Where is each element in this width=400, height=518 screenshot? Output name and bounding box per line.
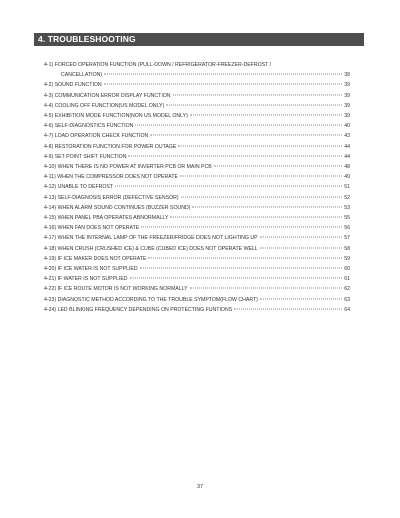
toc-leader-dots bbox=[192, 206, 342, 207]
toc-entry[interactable] bbox=[44, 295, 350, 305]
toc-entry-page: 51 bbox=[344, 184, 350, 191]
toc-entry[interactable] bbox=[44, 223, 350, 233]
toc-leader-dots bbox=[190, 115, 342, 116]
toc-leader-dots bbox=[181, 196, 343, 197]
toc-entry-title: EXHIBITION MODE FUNCTION(NON US MODEL ONLY) bbox=[54, 113, 188, 120]
toc-entry-number: 4-10) bbox=[44, 164, 57, 171]
toc-entry[interactable] bbox=[44, 60, 350, 80]
toc-entry[interactable] bbox=[44, 233, 350, 243]
toc-leader-dots bbox=[150, 135, 342, 136]
toc-entry[interactable] bbox=[44, 193, 350, 203]
toc-entry-number: 4-12) bbox=[44, 184, 57, 191]
toc-entry[interactable] bbox=[44, 305, 350, 315]
toc-entry-title: FORCED OPERATION FUNCTION (PULL-DOWN / REFRIGERATOR-FREEZER-DEFROST / bbox=[54, 62, 272, 68]
toc-entry-title: WHEN THE COMPRESSOR DOES NOT OPERATE bbox=[57, 174, 178, 181]
toc-leader-dots bbox=[140, 268, 343, 269]
toc-entry-page: 39 bbox=[344, 113, 350, 120]
toc-entry-page: 48 bbox=[344, 164, 350, 171]
toc-entry-number: 4-24) bbox=[44, 306, 57, 313]
toc-leader-dots bbox=[234, 308, 342, 309]
table-of-contents bbox=[44, 60, 350, 315]
toc-entry[interactable] bbox=[44, 121, 350, 131]
page-number: 37 bbox=[196, 484, 204, 490]
toc-entry[interactable] bbox=[44, 264, 350, 274]
toc-entry-line bbox=[44, 60, 350, 70]
toc-entry[interactable] bbox=[44, 182, 350, 192]
toc-entry-title: WHEN ALARM SOUND CONTINUES (BUZZER SOUND) bbox=[57, 204, 191, 211]
toc-entry-title: WHEN THERE IS NO POWER AT INVERTER PCB OR MAIN PCB bbox=[57, 164, 212, 171]
toc-entry-title: COOLING OFF FUNCTION(US MODEL ONLY) bbox=[54, 102, 165, 109]
toc-entry-title-continued: CANCELLATION) bbox=[61, 72, 103, 79]
toc-entry-title: IF ICE WATER IS NOT SUPPLIED bbox=[57, 266, 138, 273]
toc-entry-number: 4-9) bbox=[44, 153, 54, 160]
toc-entry-number: 4-16) bbox=[44, 225, 57, 232]
toc-entry-page: 61 bbox=[344, 276, 350, 283]
toc-entry-number: 4-20) bbox=[44, 266, 57, 273]
toc-entry[interactable] bbox=[44, 142, 350, 152]
toc-entry-number: 4-3) bbox=[44, 92, 54, 99]
toc-entry[interactable] bbox=[44, 172, 350, 182]
toc-leader-dots bbox=[214, 166, 343, 167]
toc-leader-dots bbox=[104, 74, 342, 75]
section-title: 4. TROUBLESHOOTING bbox=[34, 33, 364, 46]
toc-entry-page: 53 bbox=[344, 204, 350, 211]
toc-leader-dots bbox=[130, 278, 343, 279]
toc-entry-title: DIAGNOSTIC METHOD ACCORDING TO THE TROUBLE SYMPTOM(FLOW CHART) bbox=[57, 296, 258, 303]
toc-entry-page: 57 bbox=[344, 235, 350, 242]
toc-leader-dots bbox=[190, 288, 343, 289]
toc-entry-number: 4-22) bbox=[44, 286, 57, 293]
toc-entry-page: 49 bbox=[344, 174, 350, 181]
toc-entry-title: SELF-DIAGNOSIS ERROR (DEFECTIVE SENSOR) bbox=[57, 194, 179, 201]
toc-entry[interactable] bbox=[44, 111, 350, 121]
toc-entry[interactable] bbox=[44, 254, 350, 264]
toc-entry-title: UNABLE TO DEFROST bbox=[57, 184, 114, 191]
toc-entry-page: 39 bbox=[344, 102, 350, 109]
toc-entry-page: 56 bbox=[344, 225, 350, 232]
toc-entry[interactable] bbox=[44, 80, 350, 90]
toc-entry-number: 4-11) bbox=[44, 174, 56, 181]
toc-entry-page: 52 bbox=[344, 194, 350, 201]
toc-entry-title: RESTORATION FUNCTION FOR POWER OUTAGE bbox=[54, 143, 177, 150]
toc-leader-dots bbox=[173, 94, 343, 95]
toc-leader-dots bbox=[260, 298, 342, 299]
toc-entry-page: 43 bbox=[344, 133, 350, 140]
toc-leader-dots bbox=[128, 155, 342, 156]
toc-entry-number: 4-23) bbox=[44, 296, 57, 303]
toc-entry-title: LOAD OPERATION CHECK FUNCTION bbox=[54, 133, 149, 140]
toc-entry[interactable] bbox=[44, 284, 350, 294]
toc-entry-title: WHEN FAN DOES NOT OPERATE bbox=[57, 225, 140, 232]
toc-entry-page: 63 bbox=[344, 296, 350, 303]
toc-entry-page: 40 bbox=[344, 123, 350, 130]
toc-entry-title: WHEN CRUSH (CRUSHED ICE) & CUBE (CUBED ICE) DOES NOT OPERATE WELL bbox=[57, 245, 258, 252]
toc-entry-page: 58 bbox=[344, 245, 350, 252]
toc-entry[interactable] bbox=[44, 213, 350, 223]
toc-leader-dots bbox=[148, 257, 342, 258]
toc-leader-dots bbox=[166, 104, 342, 105]
toc-entry-page: 60 bbox=[344, 266, 350, 273]
toc-entry[interactable] bbox=[44, 91, 350, 101]
toc-entry-title: SELF-DIAGNOSTICS FUNCTION bbox=[54, 123, 134, 130]
toc-entry-page: 55 bbox=[344, 215, 350, 222]
toc-entry-title: LED BLINKING FREQUENCY DEPENDING ON PROTECTING FUNTIONS bbox=[57, 306, 233, 313]
toc-entry[interactable] bbox=[44, 152, 350, 162]
toc-entry-number: 4-1) bbox=[44, 62, 54, 68]
toc-entry-number: 4-17) bbox=[44, 235, 57, 242]
toc-entry-page: 39 bbox=[344, 82, 350, 89]
toc-entry-title: IF ICE MAKER DOES NOT OPERATE bbox=[57, 255, 147, 262]
toc-entry-number: 4-15) bbox=[44, 215, 57, 222]
toc-entry-number: 4-19) bbox=[44, 255, 57, 262]
toc-entry-number: 4-21) bbox=[44, 276, 57, 283]
toc-entry-page: 59 bbox=[344, 255, 350, 262]
toc-leader-dots bbox=[135, 125, 342, 126]
toc-entry[interactable] bbox=[44, 274, 350, 284]
toc-entry-page: 39 bbox=[344, 92, 350, 99]
toc-entry-number: 4-8) bbox=[44, 143, 54, 150]
toc-entry-page: 62 bbox=[344, 286, 350, 293]
toc-entry[interactable] bbox=[44, 244, 350, 254]
toc-entry-title: IF ICE ROUTE MOTOR IS NOT WORKING NORMALLY bbox=[57, 286, 188, 293]
toc-entry-number: 4-14) bbox=[44, 204, 57, 211]
toc-leader-dots bbox=[104, 84, 343, 85]
toc-entry[interactable] bbox=[44, 162, 350, 172]
toc-entry-title: IF WATER IS NOT SUPPLIED bbox=[57, 276, 128, 283]
toc-leader-dots bbox=[115, 186, 342, 187]
toc-entry-page: 44 bbox=[344, 153, 350, 160]
toc-leader-dots bbox=[178, 145, 342, 146]
toc-entry-number: 4-18) bbox=[44, 245, 57, 252]
toc-entry-title: SET POINT SHIFT FUNCTION bbox=[54, 153, 127, 160]
toc-entry-number: 4-6) bbox=[44, 123, 54, 130]
toc-entry-title: COMMUNICATION ERROR DISPLAY FUNCTION bbox=[54, 92, 171, 99]
toc-entry[interactable] bbox=[44, 131, 350, 141]
toc-entry-page: 64 bbox=[344, 306, 350, 313]
toc-leader-dots bbox=[260, 237, 343, 238]
toc-entry-number: 4-7) bbox=[44, 133, 54, 140]
toc-entry-line bbox=[44, 70, 350, 80]
toc-entry[interactable] bbox=[44, 203, 350, 213]
toc-entry-number: 4-4) bbox=[44, 102, 54, 109]
toc-entry-number: 4-2) bbox=[44, 82, 54, 89]
toc-entry-page: 44 bbox=[344, 143, 350, 150]
toc-leader-dots bbox=[180, 176, 342, 177]
toc-entry[interactable] bbox=[44, 101, 350, 111]
toc-entry-title: SOUND FUNCTION bbox=[54, 82, 102, 89]
toc-entry-page: 38 bbox=[344, 72, 350, 79]
toc-leader-dots bbox=[170, 217, 342, 218]
toc-entry-title: WHEN PANEL PBA OPERATES ABNORMALLY bbox=[57, 215, 169, 222]
toc-leader-dots bbox=[141, 227, 342, 228]
toc-entry-number: 4-13) bbox=[44, 194, 57, 201]
toc-entry-title: WHEN THE INTERNAL LAMP OF THE FREEZER/FRIDGE DOES NOT LIGHTING UP bbox=[57, 235, 258, 242]
toc-entry-number: 4-5) bbox=[44, 113, 54, 120]
toc-leader-dots bbox=[260, 247, 343, 248]
